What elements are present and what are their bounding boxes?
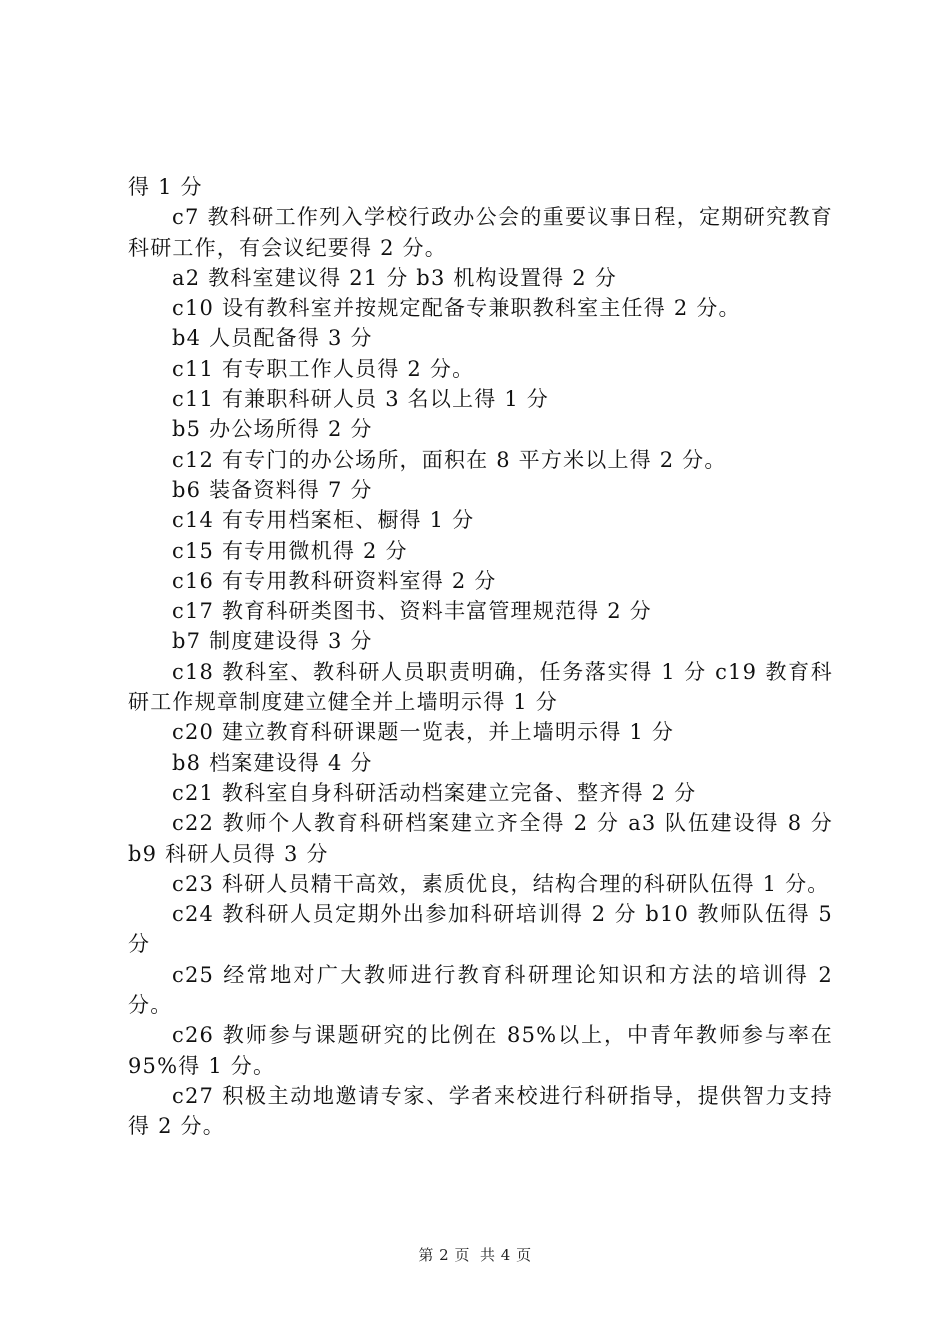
paragraph-24: c26 教师参与课题研究的比例在 85%以上，中青年教师参与率在 95%得 1 分。 — [128, 1023, 833, 1078]
paragraph-22: c24 教科研人员定期外出参加科研培训得 2 分 b10 教师队伍得 5 分 — [128, 902, 833, 957]
paragraph-12: c15 有专用微机得 2 分 — [172, 538, 408, 563]
paragraph-5: b4 人员配备得 3 分 — [172, 326, 373, 351]
page-total: 共 4 页 — [480, 1246, 532, 1264]
paragraph-8: b5 办公场所得 2 分 — [172, 417, 373, 442]
paragraph-21: c23 科研人员精干高效，素质优良，结构合理的科研队伍得 1 分。 — [172, 871, 830, 896]
paragraph-25: c27 积极主动地邀请专家、学者来校进行科研指导，提供智力支持得 2 分。 — [128, 1083, 833, 1139]
paragraph-3: a2 教科室建议得 21 分 b3 机构设置得 2 分 — [172, 265, 617, 290]
paragraph-23: c25 经常地对广大教师进行教育科研理论知识和方法的培训得 2 分。 — [128, 962, 833, 1018]
paragraph-13: c16 有专用教科研资料室得 2 分 — [172, 568, 497, 593]
paragraph-18: b8 档案建设得 4 分 — [172, 750, 373, 775]
paragraph-9: c12 有专门的办公场所，面积在 8 平方米以上得 2 分。 — [172, 447, 727, 472]
paragraph-1: 得 1 分 — [128, 175, 203, 199]
paragraph-17: c20 建立教育科研课题一览表，并上墙明示得 1 分 — [172, 720, 675, 745]
page-footer — [0, 1244, 950, 1265]
paragraph-11: c14 有专用档案柜、橱得 1 分 — [172, 508, 475, 533]
paragraph-16: c18 教科室、教科研人员职责明确，任务落实得 1 分 c19 教育科研工作规章制度建立健全并上墙明示得 1 分 — [128, 659, 833, 715]
paragraph-14: c17 教育科研类图书、资料丰富管理规范得 2 分 — [172, 599, 652, 624]
document-body — [128, 172, 833, 1142]
paragraph-10: b6 装备资料得 7 分 — [172, 477, 373, 502]
paragraph-7: c11 有兼职科研人员 3 名以上得 1 分 — [172, 387, 549, 412]
page-number: 第 2 页 — [418, 1246, 470, 1264]
paragraph-4: c10 设有教科室并按规定配备专兼职教科室主任得 2 分。 — [172, 296, 741, 321]
paragraph-2: c7 教科研工作列入学校行政办公会的重要议事日程，定期研究教育科研工作，有会议纪要得 2 分。 — [128, 205, 833, 260]
paragraph-20: c22 教师个人教育科研档案建立齐全得 2 分 a3 队伍建设得 8 分 b9 科研人员得 3 分 — [128, 811, 833, 866]
paragraph-19: c21 教科室自身科研活动档案建立完备、整齐得 2 分 — [172, 780, 697, 805]
paragraph-6: c11 有专职工作人员得 2 分。 — [172, 356, 475, 381]
paragraph-15: b7 制度建设得 3 分 — [172, 629, 373, 654]
